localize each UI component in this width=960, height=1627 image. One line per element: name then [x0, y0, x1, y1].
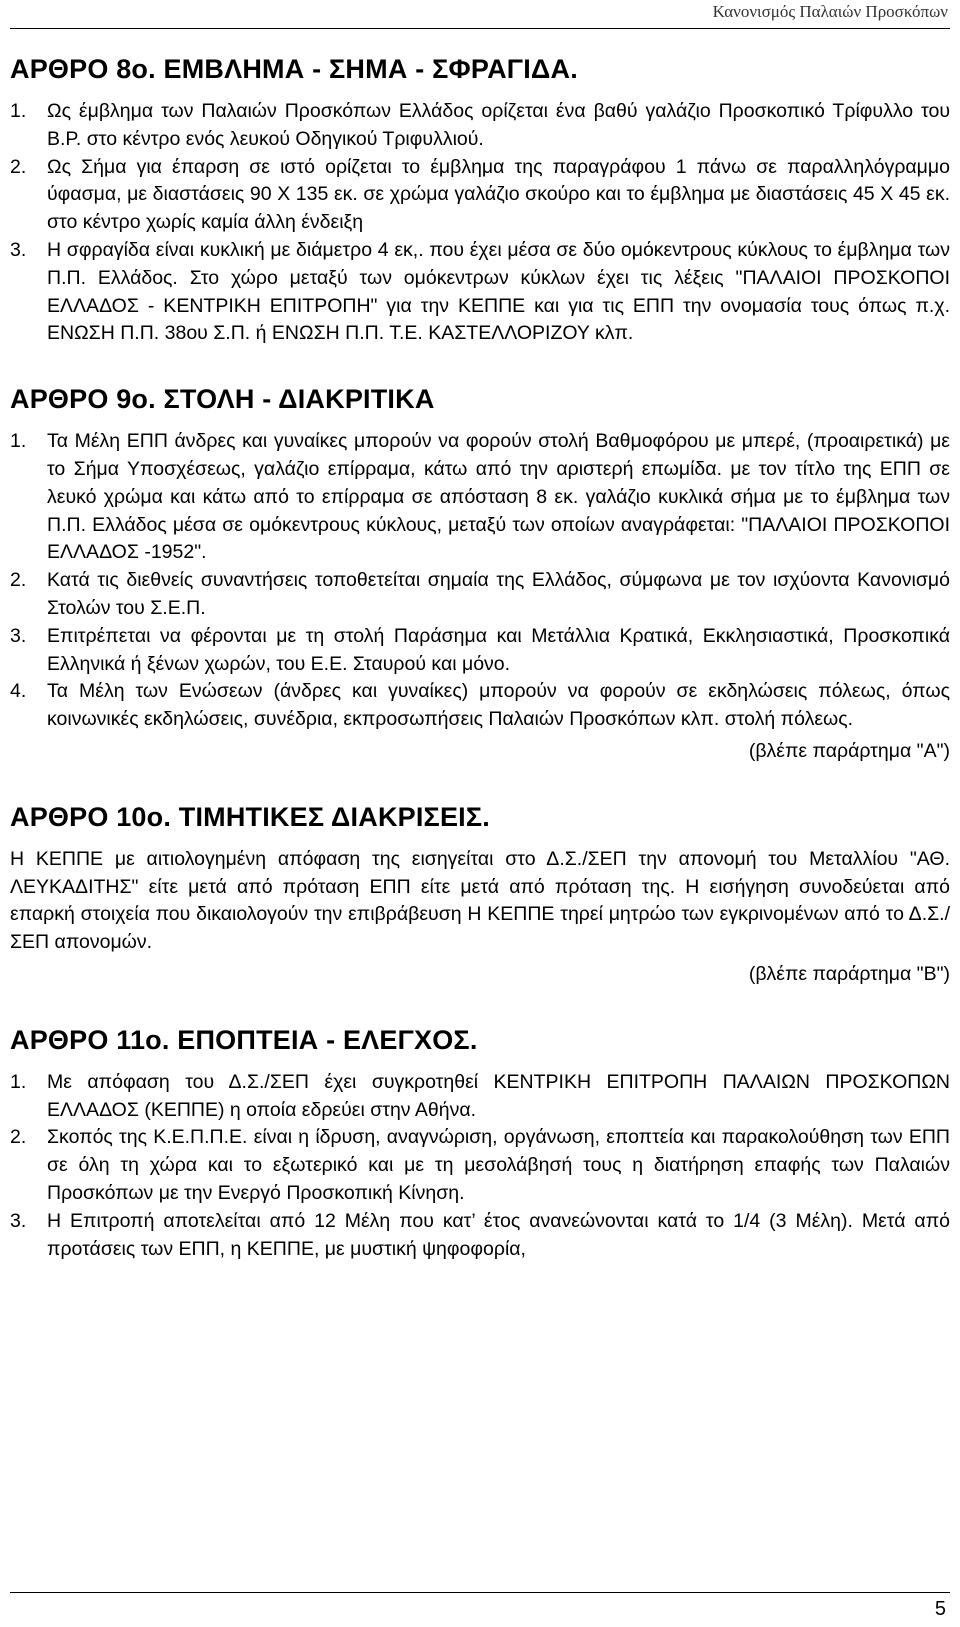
item-text: Επιτρέπεται να φέρονται με τη στολή Παράσημα και Μετάλλια Κρατικά, Εκκλησιαστικά, Προσκοπικά Ελληνικά ή ξένων χωρών, του Ε.Ε. Σταυρού και μόνο.: [47, 624, 950, 675]
list-item: [10, 154, 950, 237]
item-number: 4.: [10, 680, 27, 703]
list-item: [10, 237, 950, 348]
list-item: [10, 1069, 950, 1125]
item-number: 2.: [10, 569, 27, 592]
item-number: 1.: [10, 100, 27, 122]
item-text: Η σφραγίδα είναι κυκλική με διάμετρο 4 εκ,. που έχει μέσα σε δύο ομόκεντρους κύκλους το έμβλημα των Π.Π. Ελλάδος. Στο χώρο μεταξύ των ομόκεντρων κύκλων έχει τις λέξεις "ΠΑΛΑΙΟΙ ΠΡΟΣΚΟΠΟΙ ΕΛΛΑΔΟΣ - ΚΕΝΤΡΙΚΗ ΕΠΙΤΡΟΠΗ" για την ΚΕΠΠΕ και για τις ΕΠΠ την ονομασία τους όπως π.χ. ΕΝΩΣΗ Π.Π. 38ου Σ.Π. ή ΕΝΩΣΗ Π.Π. Τ.Ε. ΚΑΣΤΕΛΛΟΡΙΖΟΥ κλπ.: [47, 238, 950, 345]
item-number: 2.: [10, 155, 27, 178]
item-text: Η Επιτροπή αποτελείται από 12 Μέλη που κατ’ έτος ανανεώνονται κατά το 1/4 (3 Μέλη). Μετά από προτάσεις των ΕΠΠ, η ΚΕΠΠΕ, με μυστική ψηφοφορία,: [47, 1209, 950, 1260]
article-8-heading: ΑΡΘΡΟ 8ο. ΕΜΒΛΗΜΑ - ΣΗΜΑ - ΣΦΡΑΓΙΔΑ.: [10, 54, 578, 84]
article-9-heading: ΑΡΘΡΟ 9ο. ΣΤΟΛΗ - ΔΙΑΚΡΙΤΙΚΑ: [10, 384, 435, 415]
article-9: [10, 382, 950, 766]
item-text: Ως Σήμα για έπαρση σε ιστό ορίζεται το έμβλημα της παραγράφου 1 πάνω σε παραλληλόγραμμο ύφασμα, με διαστάσεις 90 Χ 135 εκ. σε χρώμα γαλάζιο σκούρο και το έμβλημα με διαστάσεις 45 Χ 45 εκ. στο κέντρο χωρίς καμία άλλη ένδειξη: [47, 155, 950, 234]
item-text: Με απόφαση του Δ.Σ./ΣΕΠ έχει συγκροτηθεί ΚΕΝΤΡΙΚΗ ΕΠΙΤΡΟΠΗ ΠΑΛΑΙΩΝ ΠΡΟΣΚΟΠΩΝ ΕΛΛΑΔΟΣ (ΚΕΠΠΕ) η οποία εδρεύει στην Αθήνα.: [47, 1070, 950, 1121]
item-number: 3.: [10, 1209, 27, 1232]
item-number: 3.: [10, 624, 27, 647]
item-text: Τα Μέλη ΕΠΠ άνδρες και γυναίκες μπορούν να φορούν στολή Βαθμοφόρου με μπερέ, (προαιρετικά) με το Σήμα Υποσχέσεως, γαλάζιο επίρραμα, κάτω από την αριστερή επωμίδα. με τον τίτλο της ΕΠΠ σε λευκό χρώμα και κάτω από το επίρραμα σε απόσταση 8 εκ. γαλάζιο κυκλικά σήμα με το έμβλημα των Π.Π. Ελλάδος μέσα σε ομόκεντρους κύκλους, μεταξύ των οποίων αναγράφεται: "ΠΑΛΑΙΟΙ ΠΡΟΣΚΟΠΟΙ ΕΛΛΑΔΟΣ -1952".: [47, 430, 950, 564]
footer-rule: [10, 1592, 950, 1593]
article-10-heading: ΑΡΘΡΟ 10ο. ΤΙΜΗΤΙΚΕΣ ΔΙΑΚΡΙΣΕΙΣ.: [10, 801, 490, 832]
list-item: [10, 98, 950, 154]
header-rule: [10, 28, 950, 29]
document-body: [10, 52, 950, 1297]
appendix-reference: (βλέπε παράρτημα "Α"): [748, 739, 950, 762]
item-text: Κατά τις διεθνείς συναντήσεις τοποθετείται σημαία της Ελλάδος, σύμφωνα με τον ισχύοντα Κανονισμό Στολών του Σ.Ε.Π.: [47, 569, 950, 619]
page-number: 5: [934, 1598, 946, 1620]
appendix-reference: (βλέπε παράρτημα "Β"): [748, 962, 950, 985]
article-11: [10, 1023, 950, 1264]
list-item: [10, 1124, 950, 1207]
item-text: Ως έμβλημα των Παλαιών Προσκόπων Ελλάδος ορίζεται ένα βαθύ γαλάζιο Προσκοπικό Τρίφυλλο του Β.Ρ. στο κέντρο ενός λευκού Οδηγικού Τριφυλλιού.: [47, 100, 950, 150]
article-10: [10, 800, 950, 989]
item-text: Τα Μέλη των Ενώσεων (άνδρες και γυναίκες) μπορούν να φορούν σε εκδηλώσεις πόλεως, όπως κοινωνικές εκδηλώσεις, συνέδρια, εκπροσωπήσεις Παλαιών Προσκόπων κλπ. στολή πόλεως.: [47, 680, 950, 731]
running-header-title: Κανονισμός Παλαιών Προσκόπων: [712, 2, 948, 21]
list-item: [10, 678, 950, 734]
list-item: [10, 428, 950, 567]
item-number: 1.: [10, 430, 27, 453]
list-item: [10, 567, 950, 623]
item-number: 1.: [10, 1070, 27, 1093]
list-item: [10, 623, 950, 679]
list-item: [10, 1208, 950, 1264]
item-text: Σκοπός της Κ.Ε.Π.Π.Ε. είναι η ίδρυση, αναγνώριση, οργάνωση, εποπτεία και παρακολούθηση των ΕΠΠ σε όλη τη χώρα και το εξωτερικό και με τη μεσολάβησή τους η διατήρηση επαφής των Παλαιών Προσκόπων με την Ενεργό Προσκοπική Κίνηση.: [47, 1126, 950, 1204]
item-number: 2.: [10, 1126, 27, 1149]
item-number: 3.: [10, 238, 27, 261]
article-8: [10, 52, 950, 348]
article-11-heading: ΑΡΘΡΟ 11ο. ΕΠΟΠΤΕΙΑ - ΕΛΕΓΧΟΣ.: [10, 1024, 478, 1055]
article-10-paragraph: Η ΚΕΠΠΕ με αιτιολογημένη απόφαση της εισηγείται στο Δ.Σ./ΣΕΠ την απονομή του Μεταλλίου "ΑΘ. ΛΕΥΚΑΔΙΤΗΣ" είτε μετά από πρόταση ΕΠΠ είτε μετά από πρόταση της. Η εισήγηση συνοδεύεται από επαρκή στοιχεία που δικαιολογούν την επιβράβευση Η ΚΕΠΠΕ τηρεί μητρώο των εγκρινομένων από το Δ.Σ./ΣΕΠ απονομών.: [10, 847, 950, 954]
